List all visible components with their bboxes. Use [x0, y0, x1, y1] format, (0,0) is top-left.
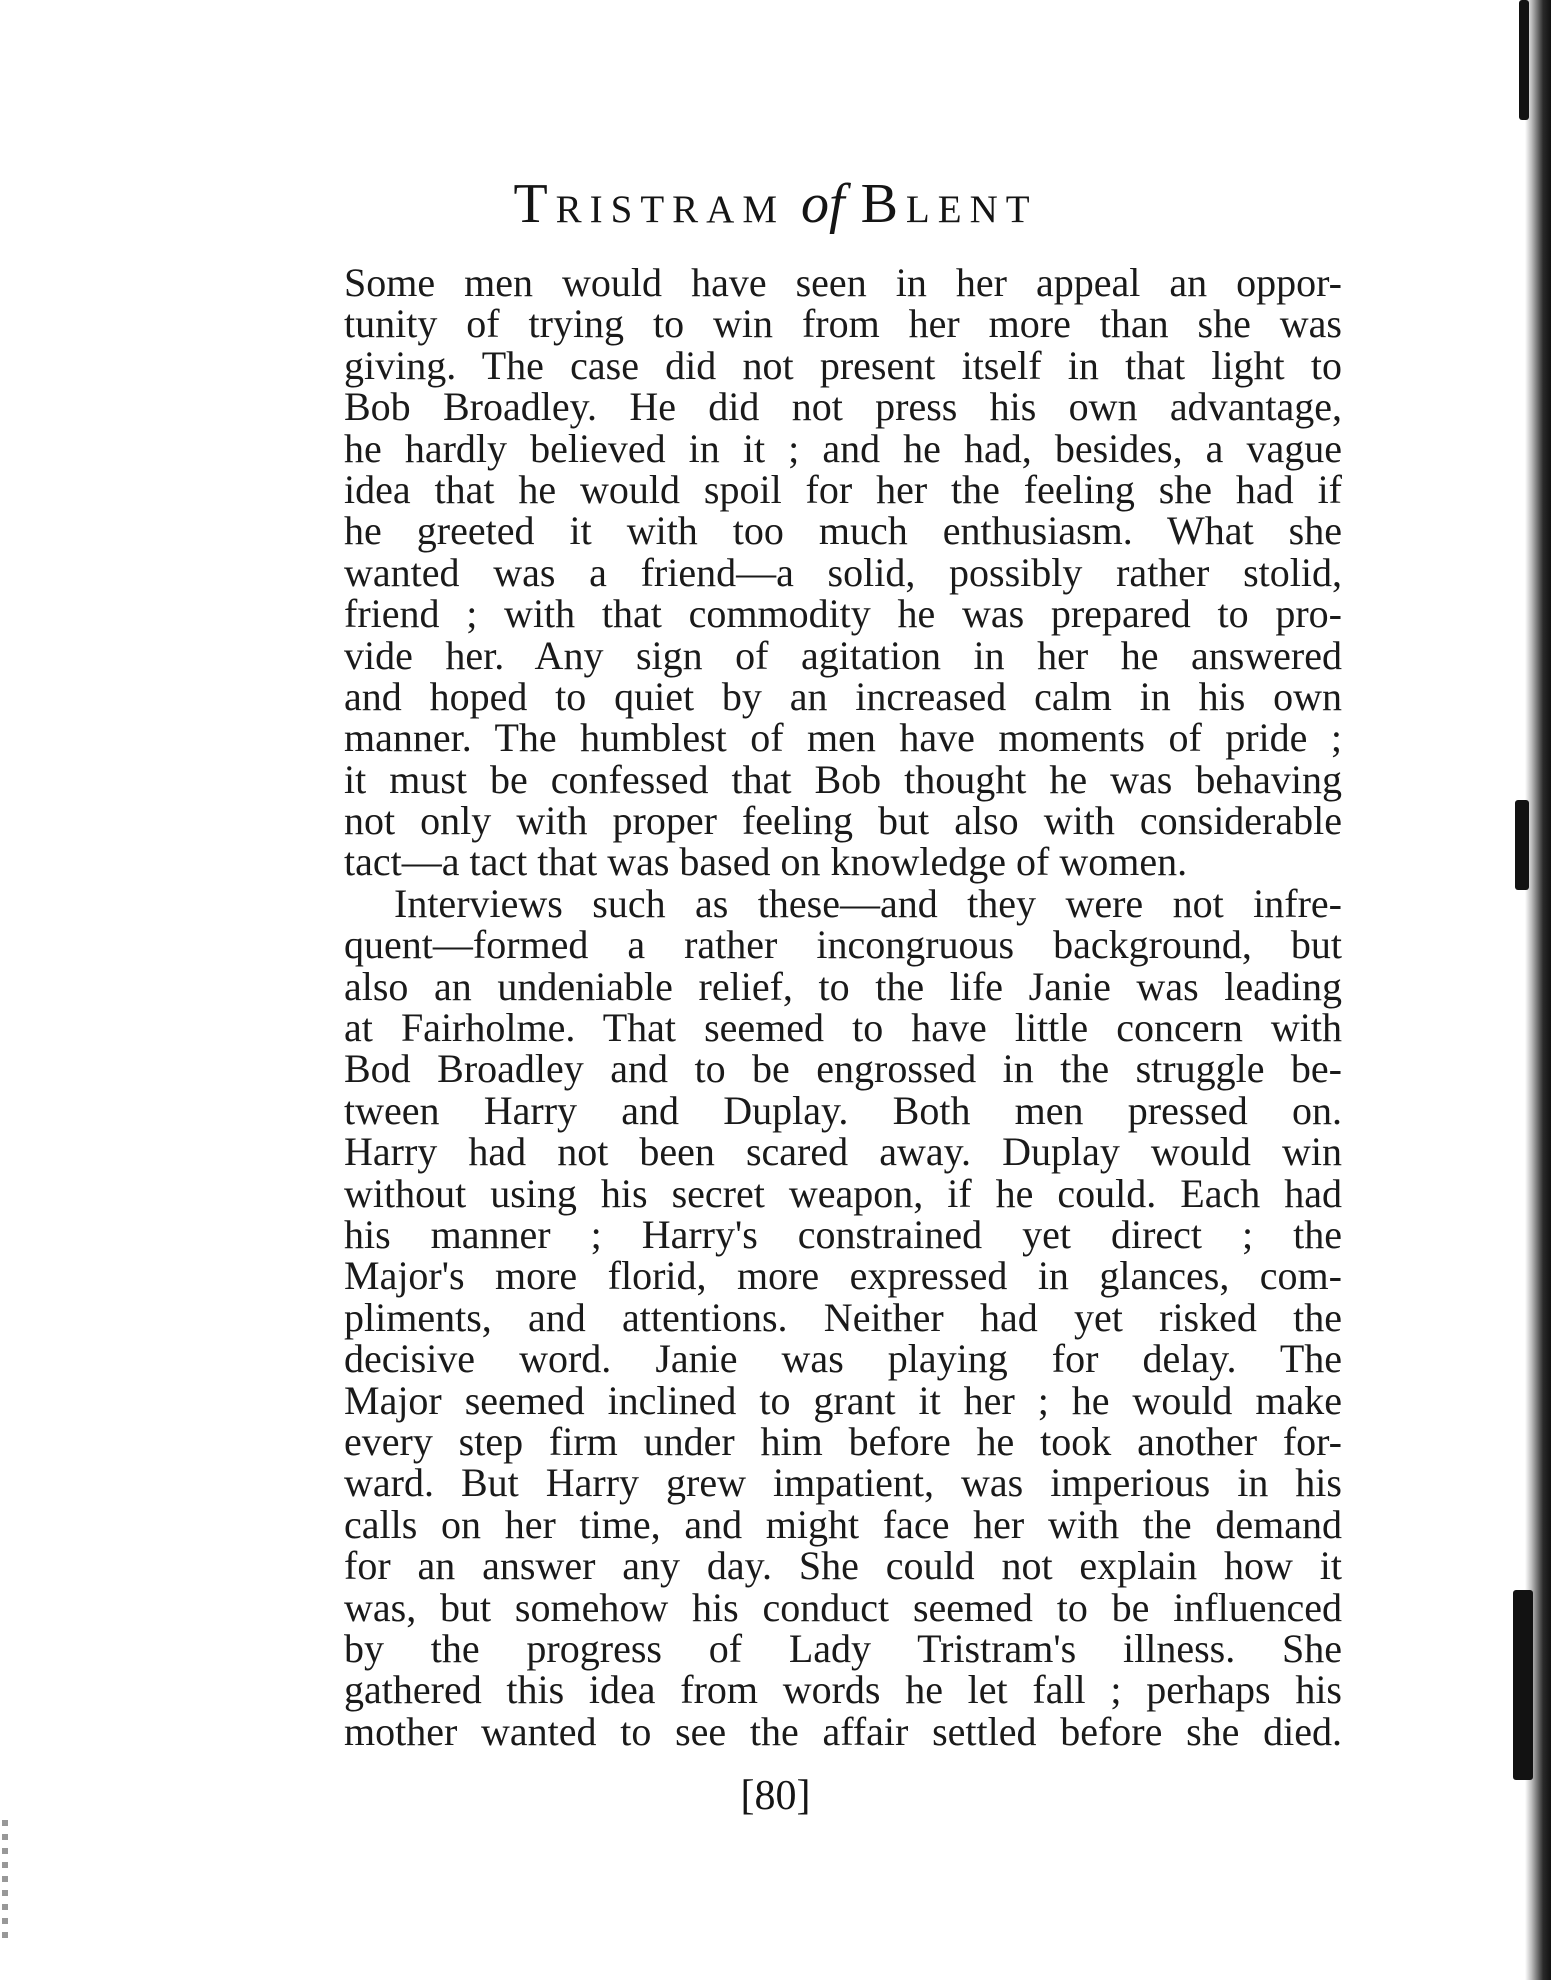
text-line: ward. But Harry grew impatient, was imperious in his — [344, 1460, 1342, 1506]
text-line: Bod Broadley and to be engrossed in the struggle be- — [344, 1046, 1342, 1092]
text-line: Major seemed inclined to grant it her ; he would make — [344, 1377, 1342, 1423]
text-line: quent—formed a rather incongruous background, but — [344, 922, 1342, 968]
text-line: also an undeniable relief, to the life Janie was leading — [344, 963, 1342, 1009]
text-line: Major's more florid, more expressed in glances, com- — [344, 1253, 1342, 1299]
text-line: not only with proper feeling but also with considerable — [344, 798, 1342, 844]
running-head-title-2: Blent — [860, 173, 1038, 235]
text-line: without using his secret weapon, if he could. Each had — [344, 1170, 1342, 1216]
text-line: mother wanted to see the affair settled before she died. — [344, 1708, 1342, 1754]
running-head-title-1: Tristram — [513, 173, 786, 235]
text-line: gathered this idea from words he let fall ; perhaps his — [344, 1667, 1342, 1713]
text-line: wanted was a friend—a solid, possibly rather stolid, — [344, 549, 1342, 595]
text-line: Some men would have seen in her appeal an oppor- — [344, 260, 1342, 305]
text-line: manner. The humblest of men have moments of pride ; — [344, 715, 1342, 761]
page-number: [80] — [740, 1773, 811, 1819]
text-line: his manner ; Harry's constrained yet direct ; the — [344, 1211, 1342, 1257]
text-line: he greeted it with too much enthusiasm. What she — [344, 508, 1342, 554]
text-line: he hardly believed in it ; and he had, besides, a vague — [344, 425, 1342, 471]
text-line: idea that he would spoil for her the feeling she had if — [344, 466, 1342, 512]
text-line: decisive word. Janie was playing for delay. The — [344, 1336, 1342, 1382]
binding-speckle — [2, 1820, 8, 1940]
text-line: and hoped to quiet by an increased calm in his own — [344, 673, 1342, 719]
text-line: vide her. Any sign of agitation in her he answered — [344, 632, 1342, 678]
text-line: was, but somehow his conduct seemed to be influenced — [344, 1584, 1342, 1630]
text-line: calls on her time, and might face her with the demand — [344, 1501, 1342, 1547]
text-line: tunity of trying to win from her more than she was — [344, 301, 1342, 347]
text-line: pliments, and attentions. Neither had yet risked the — [344, 1294, 1342, 1340]
text-line: every step firm under him before he took another for- — [344, 1418, 1342, 1464]
running-head — [0, 172, 1551, 236]
gutter-mark — [1515, 800, 1529, 890]
text-line: by the progress of Lady Tristram's illness. She — [344, 1625, 1342, 1671]
text-line: it must be confessed that Bob thought he was behaving — [344, 756, 1342, 802]
text-line: for an answer any day. She could not explain how it — [344, 1543, 1342, 1589]
text-line: friend ; with that commodity he was prepared to pro- — [344, 591, 1342, 637]
text-line: Harry had not been scared away. Duplay would win — [344, 1129, 1342, 1175]
text-line: Bob Broadley. He did not press his own advantage, — [344, 384, 1342, 430]
text-line: giving. The case did not present itself in that light to — [344, 342, 1342, 388]
gutter-mark — [1519, 0, 1529, 120]
gutter-mark — [1513, 1590, 1533, 1780]
text-line: at Fairholme. That seemed to have little concern with — [344, 1005, 1342, 1051]
text-line: tact—a tact that was based on knowledge of women. — [344, 839, 1188, 885]
running-head-of: of — [801, 173, 845, 235]
text-line: Interviews such as these—and they were not infre- — [394, 880, 1342, 926]
body-text — [344, 262, 1342, 1752]
text-line: tween Harry and Duplay. Both men pressed on. — [344, 1087, 1342, 1133]
